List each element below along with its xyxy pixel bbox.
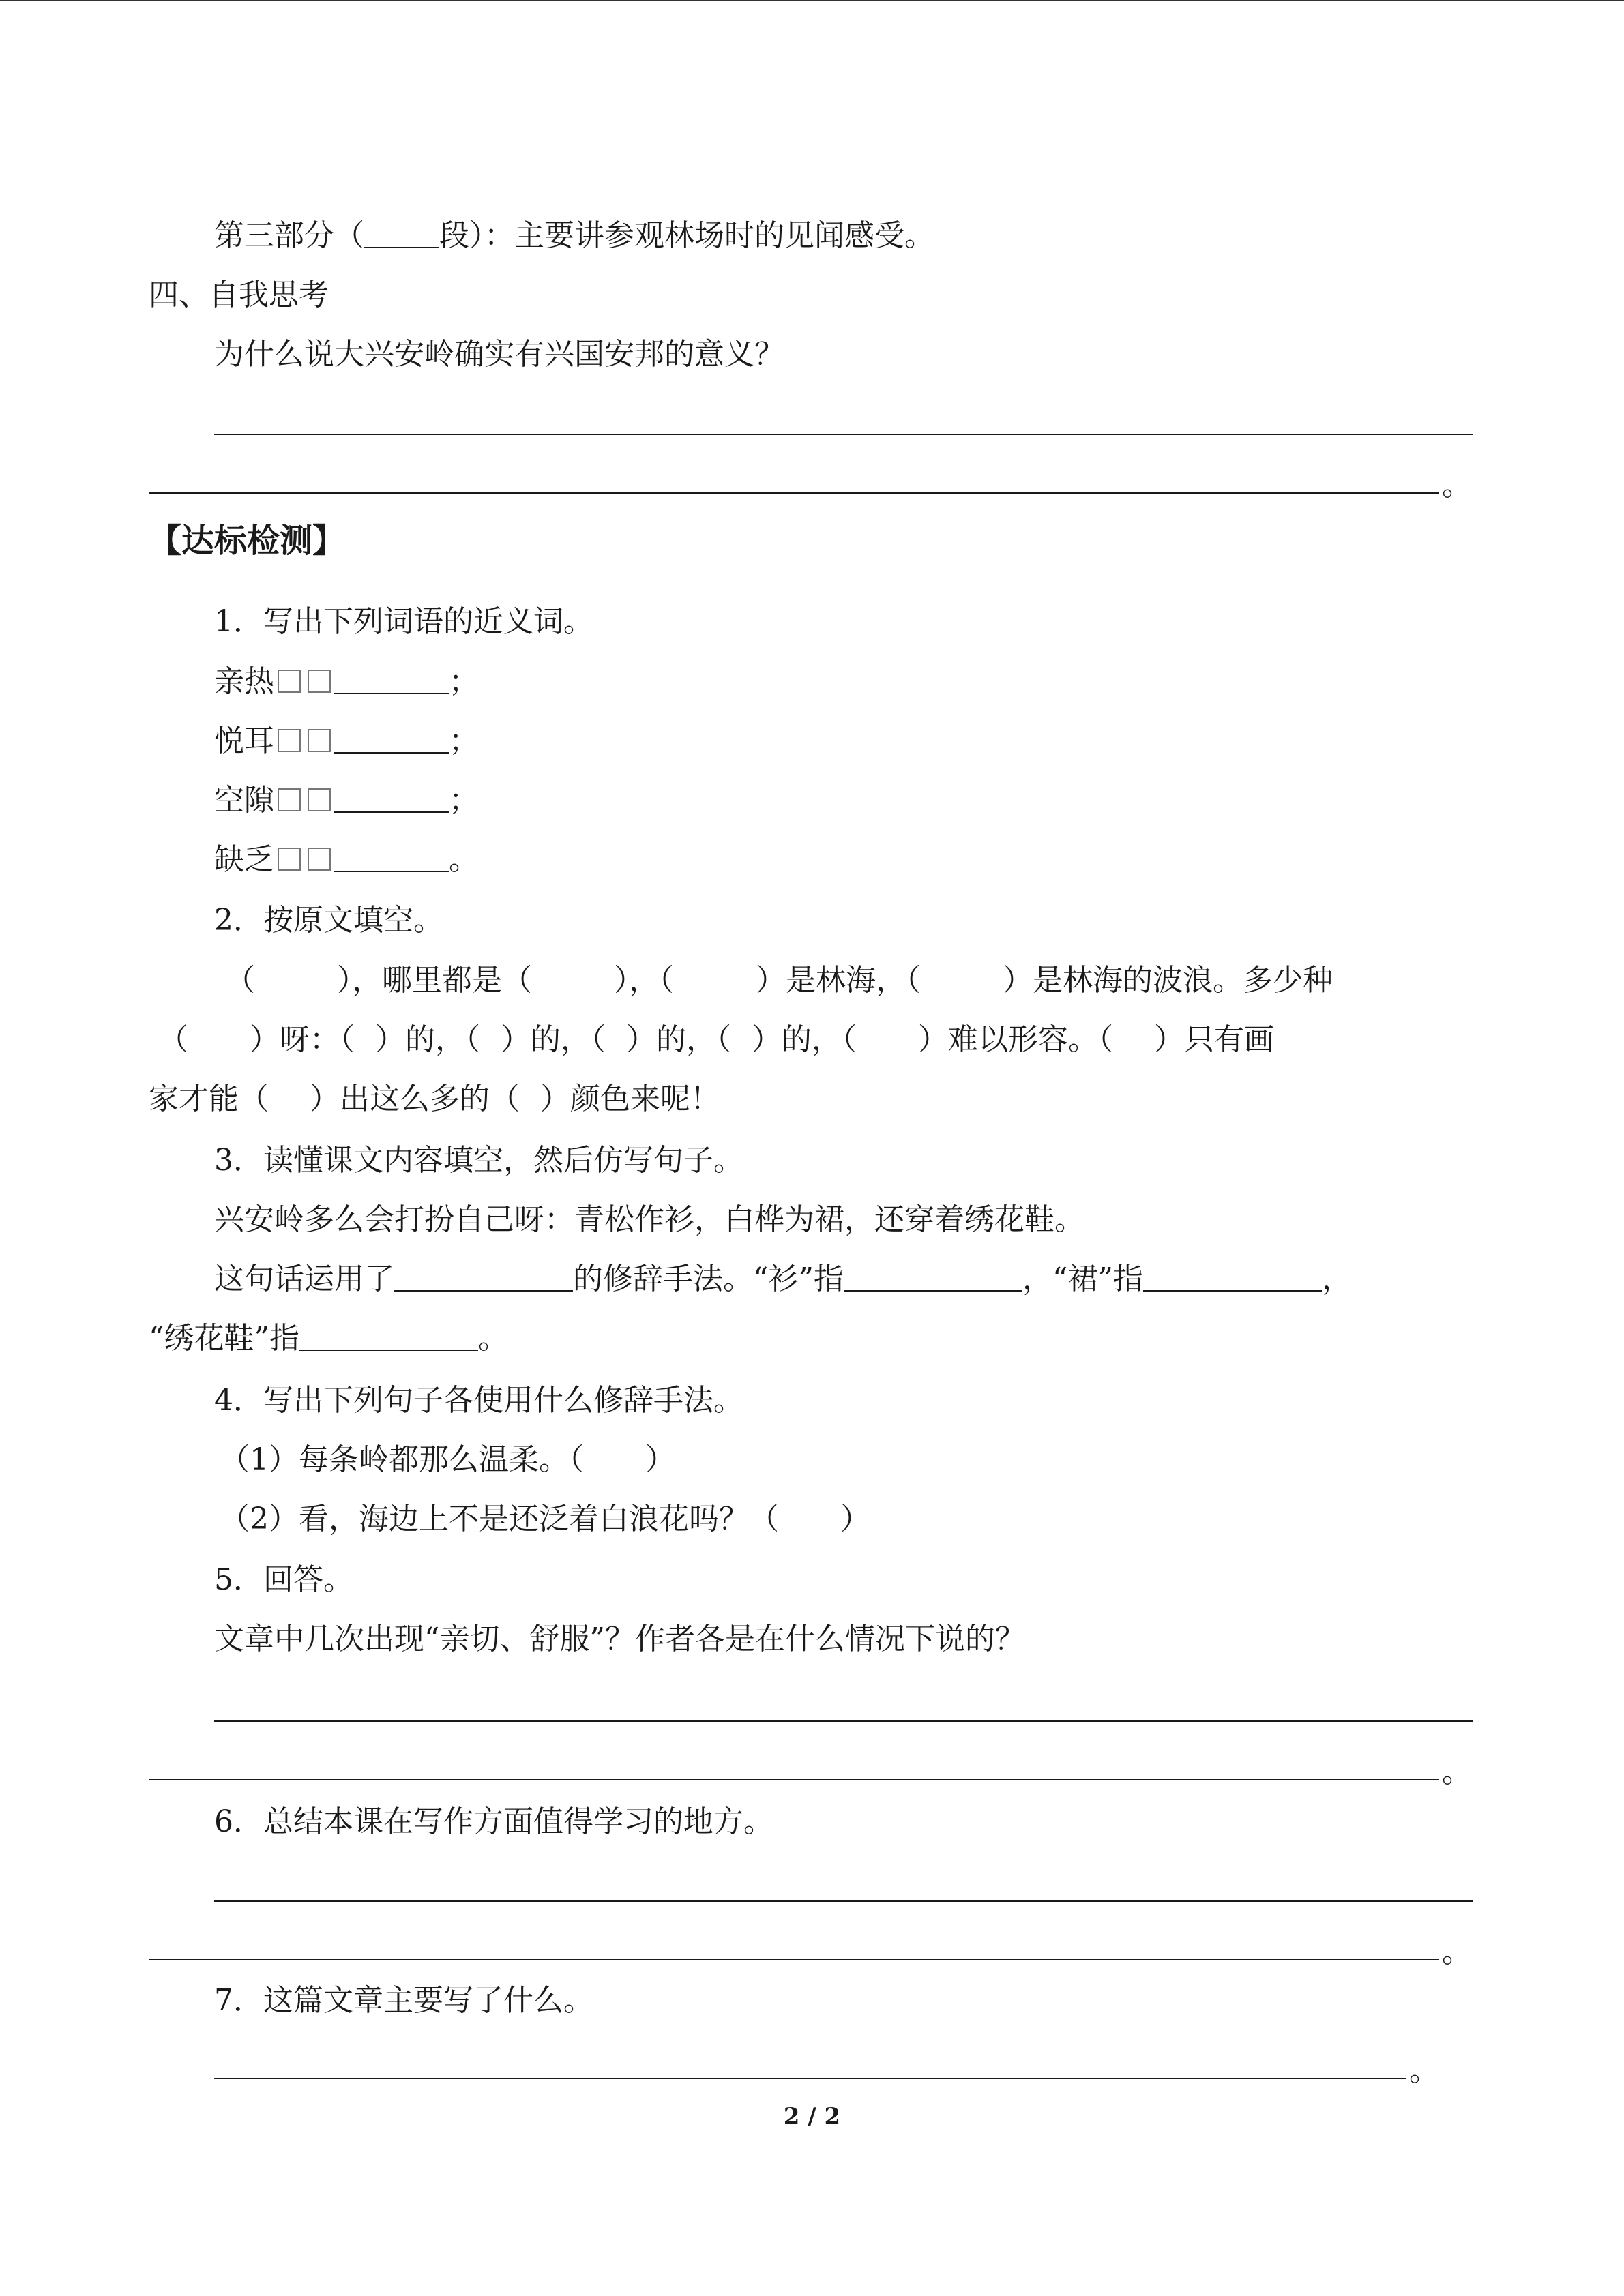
- q1-item: 悦耳 ；: [214, 721, 479, 762]
- char-box[interactable]: [278, 670, 301, 693]
- answer-line[interactable]: [214, 434, 1473, 435]
- blank[interactable]: [334, 721, 449, 754]
- q7-prompt: 7．这篇文章主要写了什么。: [214, 1983, 593, 2018]
- structure-part3: 第三部分（ 段）：主要讲参观林场时的见闻感受。: [214, 215, 934, 256]
- q5-prompt: 5．回答。: [214, 1562, 353, 1597]
- char-box[interactable]: [278, 788, 301, 811]
- q6-prompt: 6．总结本课在写作方面值得学习的地方。: [214, 1804, 773, 1839]
- q2-prompt: 2．按原文填空。: [214, 903, 443, 938]
- q1-item: 亲热 ；: [214, 661, 479, 702]
- q1-item: 空隙 ；: [214, 780, 479, 821]
- q2-line: （ ），哪里都是（ ），（ ）是林海，（ ）是林海的波浪。多少种: [225, 963, 1333, 998]
- q3-sentence: 兴安岭多么会打扮自己呀：青松作衫，白桦为裙，还穿着绣花鞋。: [214, 1202, 1084, 1237]
- q4-prompt: 4．写出下列句子各使用什么修辞手法。: [214, 1383, 743, 1418]
- answer-line[interactable]: [149, 1959, 1439, 1960]
- blank[interactable]: [334, 780, 449, 813]
- blank[interactable]: [334, 661, 449, 694]
- answer-line[interactable]: [149, 1779, 1439, 1780]
- q1-item: 缺乏 。: [214, 839, 479, 880]
- char-box[interactable]: [308, 670, 331, 693]
- end-mark: 。: [1409, 2053, 1439, 2088]
- char-box[interactable]: [278, 848, 301, 871]
- page-number: 2 / 2: [783, 2103, 841, 2130]
- answer-line[interactable]: [149, 492, 1439, 494]
- q4-item: （1）每条岭都那么温柔。（ ）: [220, 1442, 675, 1477]
- reflection-question: 为什么说大兴安岭确实有兴国安邦的意义？: [214, 337, 784, 372]
- end-mark: 。: [1442, 1935, 1472, 1969]
- q3-fill-line: “绣花鞋”指 。: [149, 1318, 508, 1359]
- q5-question: 文章中几次出现“亲切、舒服”？作者各是在什么情况下说的？: [214, 1622, 1025, 1656]
- char-box[interactable]: [308, 848, 331, 871]
- blank[interactable]: [1143, 1259, 1322, 1292]
- q2-line: （ ）呀：（ ）的，（ ）的，（ ）的，（ ）的，（ ）难以形容。（ ）只有画: [158, 1022, 1274, 1057]
- blank[interactable]: [364, 215, 439, 248]
- blank[interactable]: [844, 1259, 1022, 1292]
- q3-prompt: 3．读懂课文内容填空，然后仿写句子。: [214, 1143, 743, 1178]
- section-title: 【达标检测】: [149, 522, 346, 560]
- blank[interactable]: [394, 1259, 573, 1292]
- answer-line[interactable]: [214, 1720, 1473, 1722]
- reflection-heading: 四、自我思考: [149, 278, 329, 312]
- page-top-border: [0, 0, 1624, 1]
- answer-line[interactable]: [214, 2078, 1406, 2079]
- char-box[interactable]: [308, 788, 331, 811]
- q1-prompt: 1．写出下列词语的近义词。: [214, 604, 593, 639]
- blank[interactable]: [334, 839, 449, 872]
- end-mark: 。: [1442, 468, 1472, 503]
- blank[interactable]: [299, 1318, 478, 1351]
- char-box[interactable]: [308, 729, 331, 752]
- q4-item: （2）看，海边上不是还泛着白浪花吗？（ ）: [220, 1502, 870, 1536]
- q2-line: 家才能（ ）出这么多的（ ）颜色来呢！: [149, 1082, 720, 1116]
- q3-fill-line: 这句话运用了 的修辞手法。“衫”指 ，“裙”指 ，: [214, 1259, 1352, 1300]
- char-box[interactable]: [278, 729, 301, 752]
- answer-line[interactable]: [214, 1900, 1473, 1902]
- end-mark: 。: [1442, 1755, 1472, 1789]
